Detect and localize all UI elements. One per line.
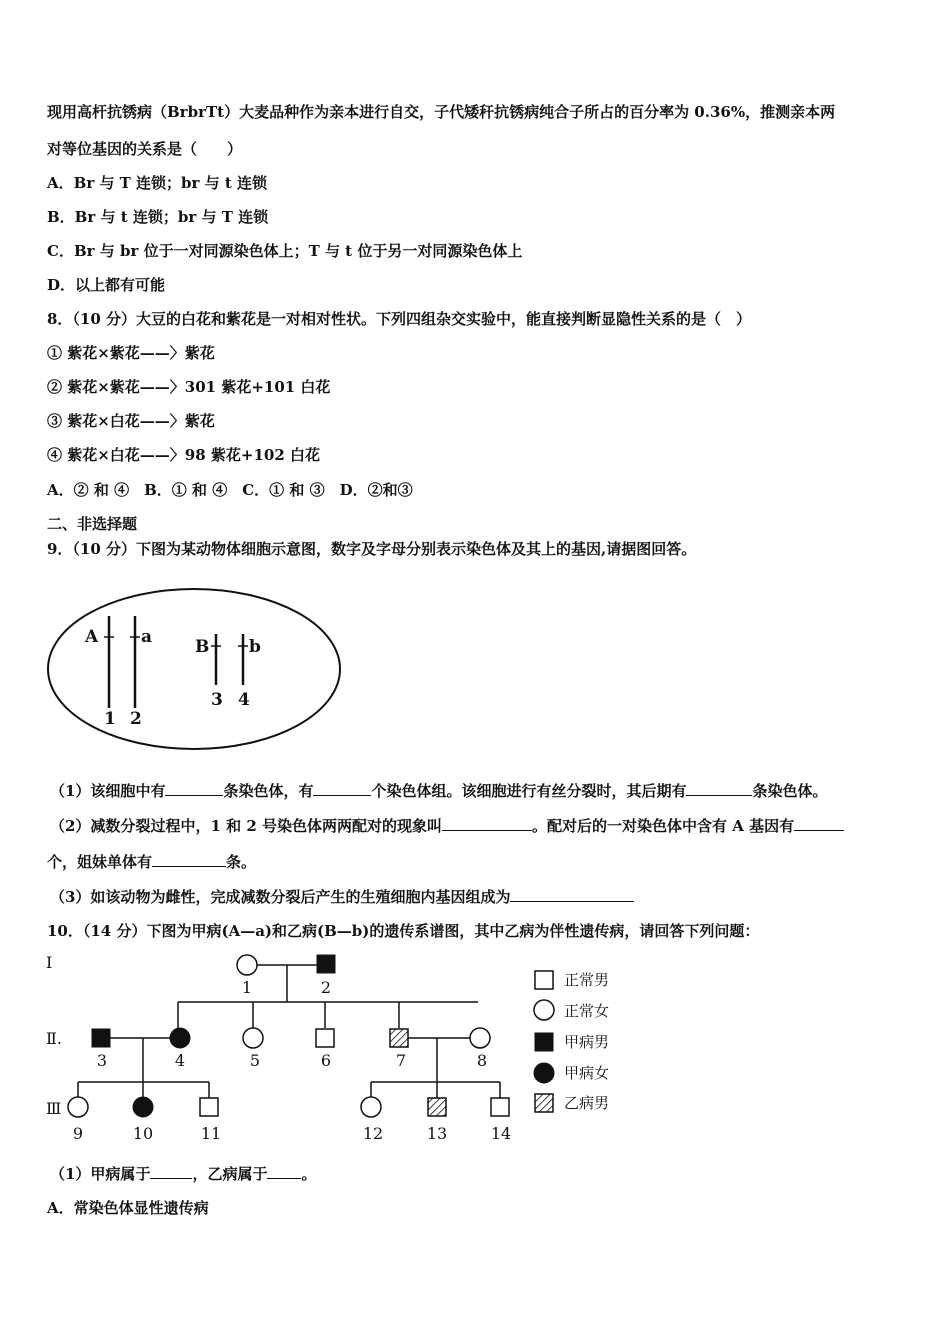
number-3: 3 — [96, 1051, 108, 1070]
number-11: 11 — [200, 1124, 222, 1143]
chromosome-number-4: 4 — [238, 690, 250, 710]
number-4: 4 — [174, 1051, 186, 1070]
gene-label-B: B — [195, 637, 210, 657]
q7-stem-line1: 现用高杆抗锈病（BrbrTt）大麦品种作为亲本进行自交，子代矮秆抗锈病纯合子所占的百分率为 0.36%，推测亲本两 — [47, 103, 836, 121]
generation-label-3: Ⅲ — [46, 1099, 62, 1118]
legend-disease-a-male-icon — [535, 1033, 553, 1051]
q9-part2-cont: 个，姐妹单体有 条。 — [47, 853, 257, 871]
legend-disease-b-male-icon — [535, 1094, 553, 1112]
individual-14 — [491, 1098, 509, 1116]
individual-5 — [243, 1028, 263, 1048]
cell-outline — [48, 589, 340, 749]
individual-3 — [92, 1029, 110, 1047]
gene-label-b: b — [249, 637, 261, 657]
answer-blank[interactable] — [442, 816, 532, 831]
individual-7 — [390, 1029, 408, 1047]
legend-normal-female-icon — [534, 1000, 554, 1020]
number-12: 12 — [362, 1124, 384, 1143]
individual-2 — [317, 955, 335, 973]
q8-item-1: ① 紫花×紫花——〉紫花 — [47, 344, 215, 362]
q8-item-2: ② 紫花×紫花——〉301 紫花+101 白花 — [47, 378, 331, 396]
answer-blank[interactable] — [794, 816, 844, 831]
answer-blank[interactable] — [150, 1164, 192, 1179]
legend-label-disease-a-female: 甲病女 — [564, 1064, 610, 1082]
q10-stem: 10．（14 分）下图为甲病(A—a)和乙病(B—b)的遗传系谱图，其中乙病为伴性遗传病，请回答下列问题： — [47, 922, 760, 940]
legend-label-disease-b-male: 乙病男 — [564, 1094, 610, 1112]
answer-blank[interactable] — [267, 1164, 301, 1179]
q10-option-a: A．常染色体显性遗传病 — [47, 1199, 209, 1217]
answer-blank[interactable] — [313, 781, 371, 796]
chromosome-number-3: 3 — [211, 690, 223, 710]
individual-8 — [470, 1028, 490, 1048]
q7-option-d: D．以上都有可能 — [47, 276, 166, 294]
chromosome-number-1: 1 — [104, 709, 116, 729]
individual-6 — [316, 1029, 334, 1047]
legend-label-normal-female: 正常女 — [564, 1002, 610, 1020]
number-2: 2 — [320, 978, 332, 997]
number-5: 5 — [249, 1051, 261, 1070]
number-8: 8 — [476, 1051, 488, 1070]
number-10: 10 — [132, 1124, 154, 1143]
answer-blank[interactable] — [686, 781, 752, 796]
section-title: 二、非选择题 — [47, 515, 138, 533]
answer-blank[interactable] — [165, 781, 223, 796]
individual-1 — [237, 955, 257, 975]
individual-9 — [68, 1097, 88, 1117]
generation-label-1: I — [46, 953, 53, 972]
individual-12 — [361, 1097, 381, 1117]
pedigree-chart — [40, 946, 650, 1156]
q9-part3: （3）如该动物为雌性，完成减数分裂后产生的生殖细胞内基因组成为 — [50, 887, 634, 907]
q7-option-a: A．Br 与 T 连锁；br 与 t 连锁 — [47, 174, 268, 192]
q7-stem-line2: 对等位基因的关系是（ ） — [47, 140, 243, 158]
number-9: 9 — [72, 1124, 84, 1143]
number-7: 7 — [395, 1051, 407, 1070]
answer-blank[interactable] — [152, 852, 226, 867]
chromosome-number-2: 2 — [130, 709, 142, 729]
number-13: 13 — [426, 1124, 448, 1143]
number-14: 14 — [490, 1124, 512, 1143]
legend-normal-male-icon — [535, 971, 553, 989]
number-6: 6 — [320, 1051, 332, 1070]
individual-11 — [200, 1098, 218, 1116]
q9-stem: 9．（10 分）下图为某动物体细胞示意图，数字及字母分别表示染色体及其上的基因,请据图回答。 — [47, 540, 697, 558]
legend-disease-a-female-icon — [534, 1063, 554, 1083]
generation-label-2: Ⅱ. — [46, 1029, 62, 1048]
legend-label-disease-a-male: 甲病男 — [564, 1033, 610, 1051]
q8-options: A．② 和 ④ B．① 和 ④ C．① 和 ③ D．②和③ — [47, 481, 413, 499]
gene-label-A: A — [85, 627, 99, 647]
individual-13 — [428, 1098, 446, 1116]
legend-label-normal-male: 正常男 — [564, 971, 610, 989]
individual-4 — [170, 1028, 190, 1048]
answer-blank[interactable] — [510, 887, 634, 902]
cell-diagram — [44, 582, 344, 754]
q7-option-b: B．Br 与 t 连锁；br 与 T 连锁 — [47, 208, 269, 226]
number-1: 1 — [241, 978, 253, 997]
q9-part2: （2）减数分裂过程中，1 和 2 号染色体两两配对的现象叫 。配对后的一对染色体中含有 A 基因有 — [50, 816, 844, 836]
q10-part1: （1）甲病属于 ，乙病属于 。 — [50, 1165, 317, 1183]
gene-label-a: a — [141, 627, 153, 647]
individual-10 — [133, 1097, 153, 1117]
q9-part1: （1）该细胞中有 条染色体，有 个染色体组。该细胞进行有丝分裂时，其后期有 条染色体。 — [50, 782, 828, 800]
q8-item-3: ③ 紫花×白花——〉紫花 — [47, 412, 215, 430]
q8-item-4: ④ 紫花×白花——〉98 紫花+102 白花 — [47, 446, 320, 464]
q8-stem: 8．（10 分）大豆的白花和紫花是一对相对性状。下列四组杂交实验中，能直接判断显隐性关系的是（ ） — [47, 310, 752, 328]
q7-option-c: C．Br 与 br 位于一对同源染色体上；T 与 t 位于另一对同源染色体上 — [47, 242, 523, 260]
